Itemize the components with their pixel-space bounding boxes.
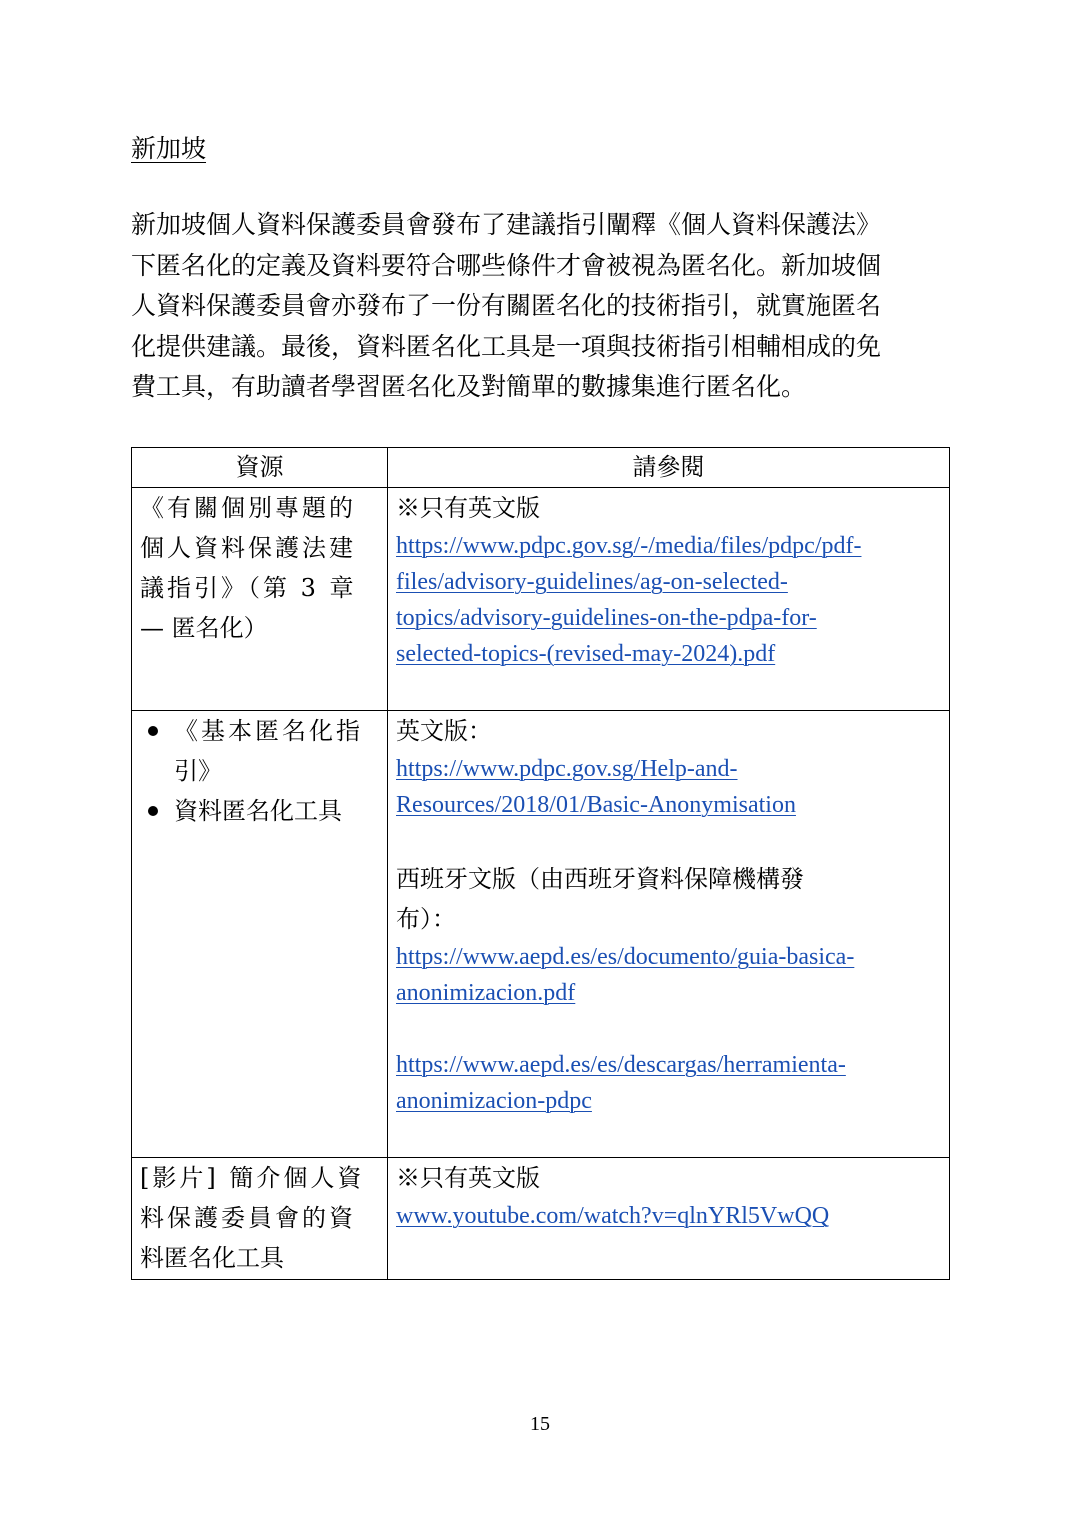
section-heading: 新加坡 [131,134,207,163]
aepd-guide-link[interactable] [396,939,941,1011]
list-item [140,711,379,791]
english-only-note: ※只有英文版 [396,1164,540,1192]
intro-paragraph [131,205,951,408]
resource-line: [影片] 簡介個人資 [140,1164,365,1192]
resource-bullet-list [140,711,379,831]
aepd-tool-link[interactable] [396,1047,941,1119]
reference-cell [388,711,950,1158]
resource-line: 個人資料保護法建 [140,534,356,562]
bullet-line: 引》 [174,757,222,785]
spanish-version-label: 布）： [396,905,456,933]
header-refer: 請參閱 [388,448,950,488]
resources-table [131,447,950,1280]
resource-line: 料保護委員會的資 [140,1204,356,1232]
table-header-row [132,448,950,488]
link-line: Resources/2018/01/Basic-Anonymisation [396,792,796,818]
reference-cell [388,1158,950,1280]
intro-line: 新加坡個人資料保護委員會發布了建議指引闡釋《個人資料保護法》 [131,210,882,239]
intro-line: 下匿名化的定義及資料要符合哪些條件才會被視為匿名化。新加坡個 [131,250,882,280]
resource-line: 《有關個別專題的 [140,494,356,522]
link-line: www.youtube.com/watch?v=qlnYRl5VwQQ [396,1203,830,1229]
resource-line: 料匿名化工具 [140,1244,284,1272]
intro-line: 費工具，有助讀者學習匿名化及對簡單的數據集進行匿名化。 [131,372,807,401]
intro-line: 人資料保護委員會亦發布了一份有關匿名化的技術指引，就實施匿名 [131,291,882,320]
link-line: selected-topics-(revised-may-2024).pdf [396,641,776,667]
pdpc-guidelines-link[interactable] [396,528,941,672]
link-line: anonimizacion-pdpc [396,1088,592,1114]
link-line: files/advisory-guidelines/ag-on-selected- [396,569,788,595]
resource-cell [132,488,388,711]
table-row [132,1158,950,1280]
bullet-line: 《基本匿名化指 [174,717,363,745]
table-row [132,711,950,1158]
page-number: 15 [530,1413,550,1435]
english-version-label: 英文版： [396,717,492,745]
reference-cell [388,488,950,711]
bullet-icon [148,726,158,736]
resource-line: — 匿名化） [140,614,268,642]
resource-cell [132,711,388,1158]
bullet-icon [148,806,158,816]
spanish-version-label: 西班牙文版（由西班牙資料保障機構發 [396,865,804,893]
link-line: https://www.pdpc.gov.sg/-/media/files/pdpc/pdf- [396,533,862,559]
bullet-line: 資料匿名化工具 [174,797,342,825]
list-item [140,791,379,831]
resource-line: 議指引》（第 3 章 [140,574,357,602]
intro-line: 化提供建議。最後，資料匿名化工具是一項與技術指引相輔相成的免 [131,331,882,361]
link-line: https://www.aepd.es/es/descargas/herramienta- [396,1052,846,1078]
youtube-video-link[interactable] [396,1198,941,1234]
link-line: topics/advisory-guidelines-on-the-pdpa-for- [396,605,817,631]
link-line: anonimizacion.pdf [396,980,576,1006]
link-line: https://www.aepd.es/es/documento/guia-basica- [396,944,855,970]
basic-anonymisation-link[interactable] [396,751,941,823]
table-row [132,488,950,711]
header-resource: 資源 [132,448,388,488]
resource-cell [132,1158,388,1280]
link-line: https://www.pdpc.gov.sg/Help-and- [396,756,738,782]
english-only-note: ※只有英文版 [396,494,540,522]
